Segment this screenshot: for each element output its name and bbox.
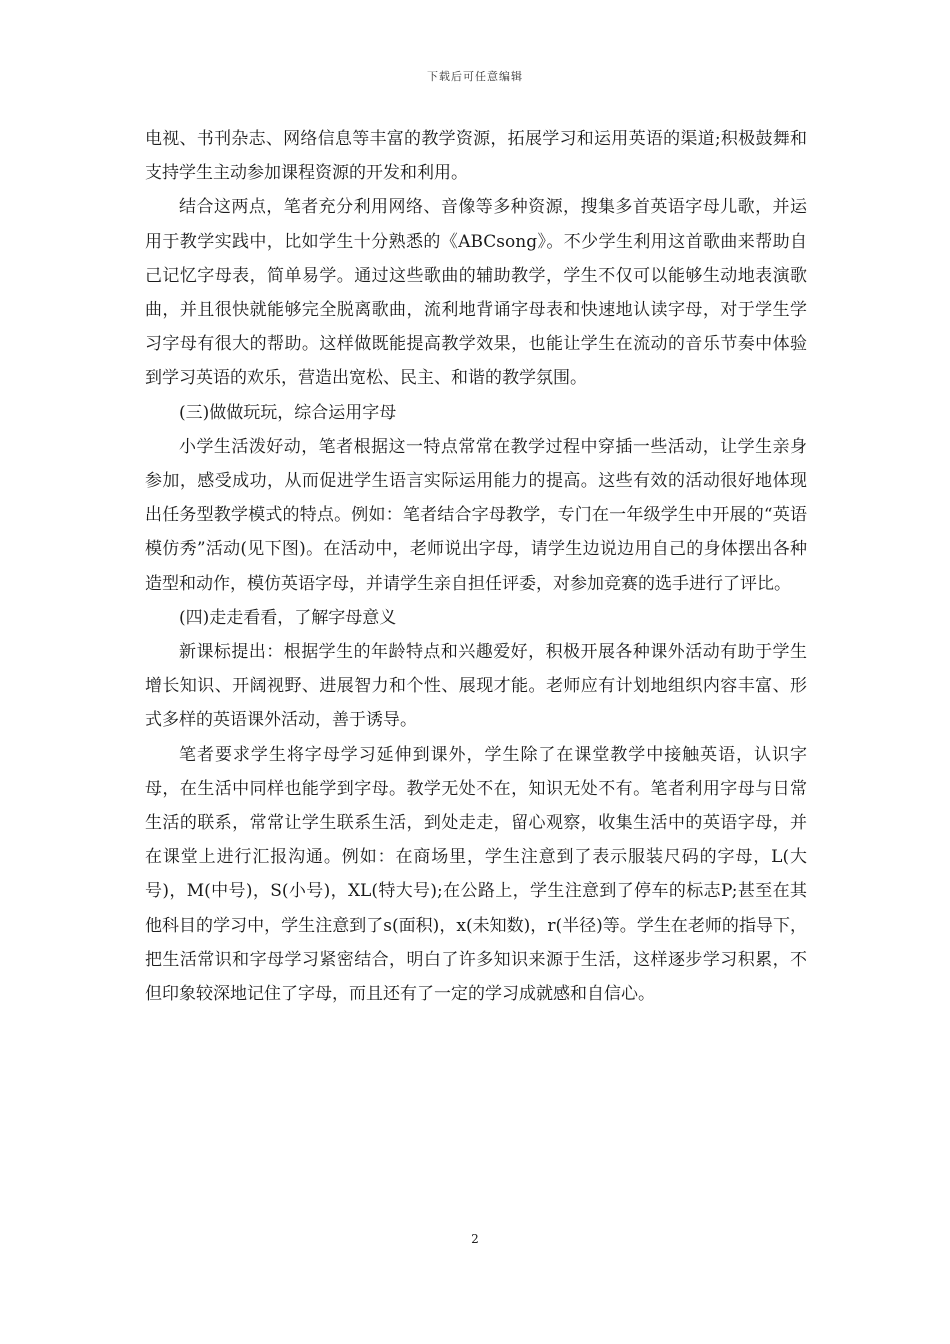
section-heading-3: (三)做做玩玩，综合运用字母 bbox=[179, 402, 397, 423]
paragraph-new-curriculum: 新课标提出：根据学生的年龄特点和兴趣爱好，积极开展各种课外活动有助于学生增长知识、开阔视野、进展智力和个性、展现才能。老师应有计划地组织内容丰富、形式多样的英语课外活动，善于诱导。 bbox=[145, 642, 807, 731]
paragraph-activities: 小学生活泼好动，笔者根据这一特点常常在教学过程中穿插一些活动，让学生亲身参加，感受成功，从而促进学生语言实际运用能力的提高。这些有效的活动很好地体现出任务型教学模式的特点。例如：笔者结合字母教学，专门在一年级学生中开展的“英语模仿秀”活动(见下图)。在活动中，老师说出字母，请学生边说边用自己的身体摆出各种造型和动作，模仿英语字母，并请学生亲自担任评委，对参加竞赛的选手进行了评比。 bbox=[145, 436, 807, 594]
page-number: 2 bbox=[471, 1232, 479, 1246]
paragraph-letters-in-life: 笔者要求学生将字母学习延伸到课外，学生除了在课堂教学中接触英语，认识字母，在生活中同样也能学到字母。教学无处不在，知识无处不有。笔者利用字母与日常生活的联系，常常让学生联系生活，到处走走，留心观察，收集生活中的英语字母，并在课堂上进行汇报沟通。例如：在商场里，学生注意到了表示服装尺码的字母，L(大号)，M(中号)，S(小号)，XL(特大号);在公路上，学生注意到了停车的标志P;甚至在其他科目的学习中，学生注意到了s(面积)，x(未知数)，r(半径)等。学生在老师的指导下，把生活常识和字母学习紧密结合，明白了许多知识来源于生活，这样逐步学习积累，不但印象较深地记住了字母，而且还有了一定的学习成就感和自信心。 bbox=[145, 744, 807, 1005]
document-body bbox=[145, 122, 807, 1011]
paragraph-song-resources: 结合这两点，笔者充分利用网络、音像等多种资源，搜集多首英语字母儿歌，并运用于教学实践中，比如学生十分熟悉的《ABCsong》。不少学生利用这首歌曲来帮助自己记忆字母表，简单易学。通过这些歌曲的辅助教学，学生不仅可以能够生动地表演歌曲，并且很快就能够完全脱离歌曲，流利地背诵字母表和快速地认读字母，对于学生学习字母有很大的帮助。这样做既能提高教学效果，也能让学生在流动的音乐节奏中体验到学习英语的欢乐，营造出宽松、民主、和谐的教学氛围。 bbox=[145, 197, 807, 389]
page-header: 下载后可任意编辑 bbox=[427, 70, 523, 83]
paragraph-continuation: 电视、书刊杂志、网络信息等丰富的教学资源，拓展学习和运用英语的渠道;积极鼓舞和支持学生主动参加课程资源的开发和利用。 bbox=[145, 129, 807, 184]
section-heading-4: (四)走走看看，了解字母意义 bbox=[179, 607, 397, 628]
